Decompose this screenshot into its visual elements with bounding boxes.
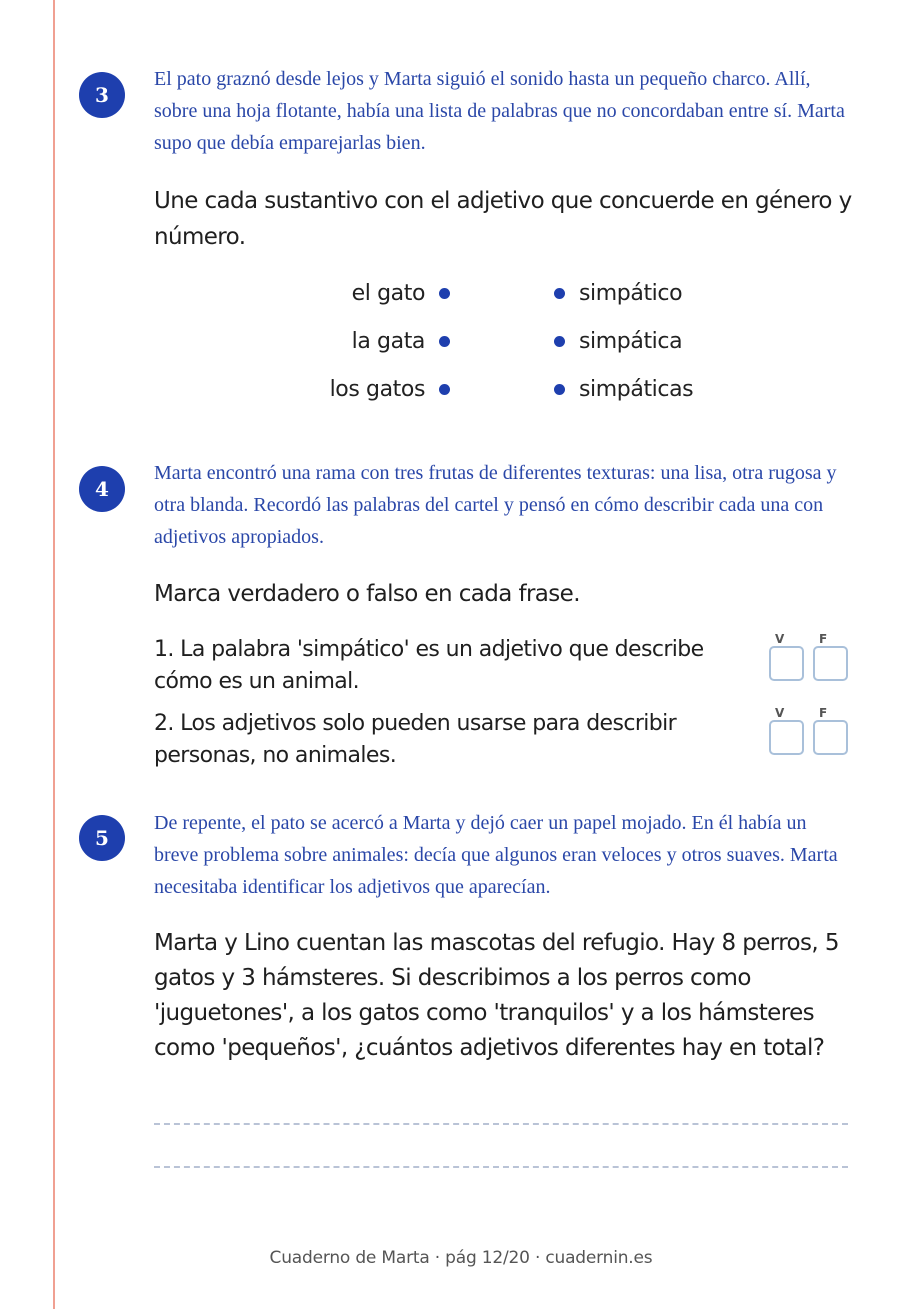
- match-right-item[interactable]: [554, 373, 693, 405]
- match-right-item[interactable]: [554, 325, 682, 357]
- false-label: F: [819, 706, 828, 720]
- false-label: F: [819, 632, 828, 646]
- match-right-label: simpática: [579, 328, 683, 354]
- match-left-item[interactable]: [352, 277, 450, 309]
- exercise-5-problem: Marta y Lino cuentan las mascotas del refugio. Hay 8 perros, 5 gatos y 3 hámsteres. Si describimos a los perros como 'juguetones', a los gatos como 'tranquilos' y a los hámsteres como 'pequeños', ¿cuántos adjetivos diferentes hay en total?: [154, 930, 839, 1061]
- true-checkbox[interactable]: [769, 720, 804, 755]
- match-right-label: simpáticas: [579, 376, 694, 402]
- match-left-item[interactable]: [330, 373, 450, 405]
- exercise-3-number-badge: 3: [79, 72, 125, 118]
- exercise-4-instruction: Marca verdadero o falso en cada frase.: [154, 581, 580, 607]
- notebook-margin-line: [53, 0, 55, 1309]
- match-right-label: simpático: [579, 280, 683, 306]
- true-false-choice: [769, 632, 851, 682]
- exercise-5-story: De repente, el pato se acercó a Marta y dejó caer un papel mojado. En él había un breve problema sobre animales: decía que algunos eran veloces y otros suaves. Marta necesitaba identificar los adjetivos que aparecían.: [154, 812, 838, 898]
- true-label: V: [775, 706, 785, 720]
- match-left-item[interactable]: [352, 325, 450, 357]
- exercise-4-story: Marta encontró una rama con tres frutas de diferentes texturas: una lisa, otra rugosa y otra blanda. Recordó las palabras del cartel y pensó en cómo describir cada una con adjetivos apropiados.: [154, 462, 837, 548]
- match-left-label: los gatos: [329, 376, 425, 402]
- match-right-item[interactable]: [554, 277, 682, 309]
- answer-line[interactable]: [154, 1166, 848, 1168]
- exercise-3-instruction: Une cada sustantivo con el adjetivo que concuerde en género y número.: [154, 188, 852, 250]
- match-left-label: el gato: [351, 280, 425, 306]
- page-footer: Cuaderno de Marta · pág 12/20 · cuadernin.es: [269, 1248, 653, 1268]
- match-dot[interactable]: [439, 384, 450, 395]
- false-checkbox[interactable]: [813, 646, 848, 681]
- true-false-statement: 1. La palabra 'simpático' es un adjetivo que describe cómo es un animal.: [154, 637, 704, 694]
- match-dot[interactable]: [439, 288, 450, 299]
- exercise-5-number-badge: 5: [79, 815, 125, 861]
- true-false-statement: 2. Los adjetivos solo pueden usarse para describir personas, no animales.: [154, 711, 677, 768]
- answer-line[interactable]: [154, 1123, 848, 1125]
- match-dot[interactable]: [554, 336, 565, 347]
- exercise-3-story: El pato graznó desde lejos y Marta siguió el sonido hasta un pequeño charco. Allí, sobre una hoja flotante, había una lista de palabras que no concordaban entre sí. Marta supo que debía emparejarlas bien.: [154, 68, 845, 154]
- exercise-4-number-badge: 4: [79, 466, 125, 512]
- match-dot[interactable]: [554, 288, 565, 299]
- match-dot[interactable]: [554, 384, 565, 395]
- true-label: V: [775, 632, 785, 646]
- true-checkbox[interactable]: [769, 646, 804, 681]
- false-checkbox[interactable]: [813, 720, 848, 755]
- match-left-label: la gata: [351, 328, 425, 354]
- match-dot[interactable]: [439, 336, 450, 347]
- true-false-choice: [769, 706, 851, 756]
